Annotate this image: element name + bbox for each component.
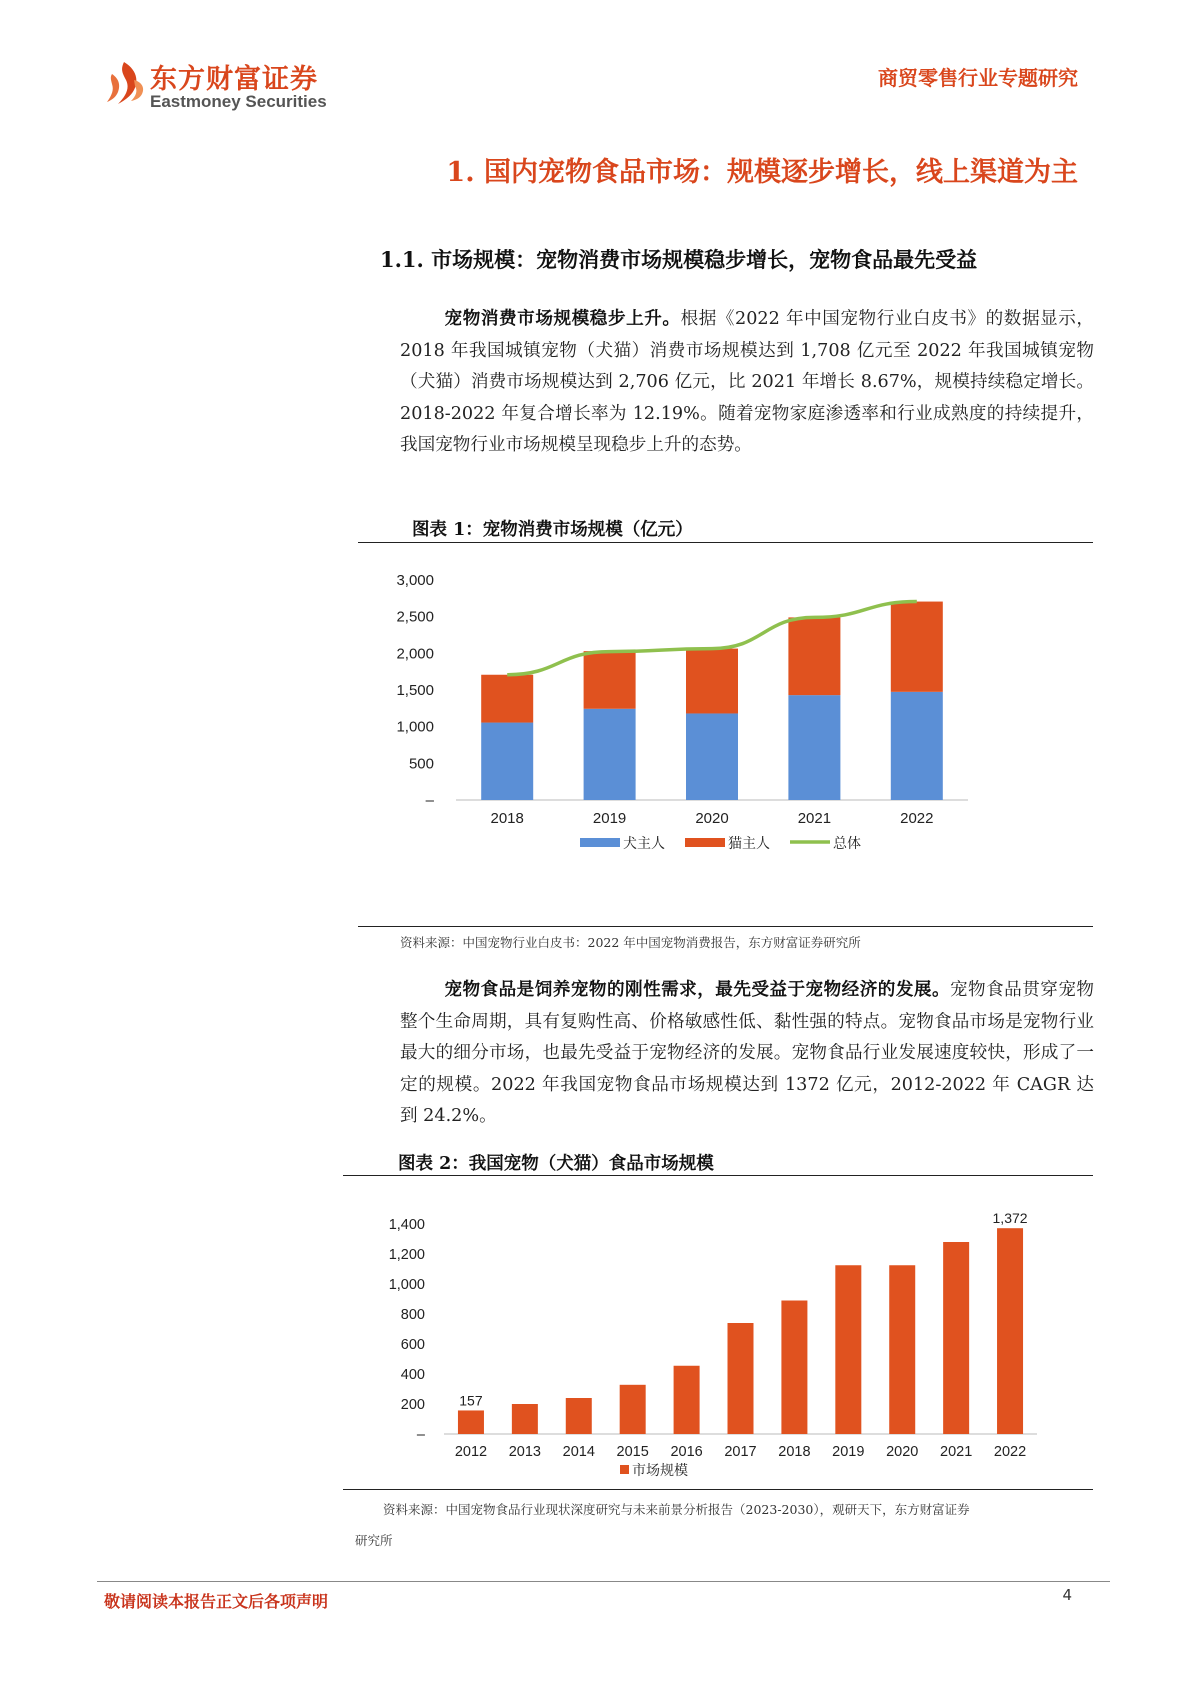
x-tick-label: 2018 (778, 1444, 811, 1460)
legend-label: 总体 (833, 835, 861, 851)
bar-market-size (997, 1228, 1023, 1434)
x-tick-label: 2020 (886, 1444, 919, 1460)
x-tick-label: 2022 (900, 810, 934, 827)
bar-cat-owner (686, 649, 738, 714)
paragraph-body: 根据《2022 年中国宠物行业白皮书》的数据显示，2018 年我国城镇宠物（犬猫）消费市场规模达到 1,708 亿元至 2022 年我国城镇宠物（犬猫）消费市场规模达到 2,706 亿元，比 2021 年增长 8.67%，规模持续稳定增长。2018-2022 年复合增长率为 12.19%。随着宠物家庭渗透率和行业成熟度的持续提升，我国宠物行业市场规模呈现稳步上升的态势。 (400, 309, 1094, 455)
legend-swatch (580, 838, 620, 847)
x-tick-label: 2021 (797, 810, 832, 827)
bar-market-size (943, 1242, 969, 1434)
x-tick-label: 2020 (695, 810, 729, 827)
data-label: 1,372 (992, 1210, 1028, 1227)
y-tick-label: 400 (400, 1367, 425, 1383)
x-tick-label: 2019 (832, 1444, 865, 1460)
legend-label: 犬主人 (623, 835, 665, 851)
figure-1-source: 资料来源：中国宠物行业白皮书：2022 年中国宠物消费报告，东方财富证券研究所 (400, 935, 861, 950)
footer-divider (97, 1581, 1110, 1582)
x-tick-label: 2013 (508, 1444, 541, 1460)
footer-disclaimer: 敬请阅读本报告正文后各项声明 (104, 1592, 329, 1611)
bar-market-size (512, 1404, 538, 1434)
x-tick-label: 2022 (993, 1444, 1027, 1460)
paragraph-body: 宠物食品贯穿宠物整个生命周期，具有复购性高、价格敏感性低、黏性强的特点。宠物食品市场是宠物行业最大的细分市场，也最先受益于宠物经济的发展。宠物食品行业发展速度较快，形成了一定的规模。2022 年我国宠物食品市场规模达到 1372 亿元，2012-2022 年 CAGR 达到 24.2%。 (400, 980, 1094, 1126)
y-tick-label: 500 (408, 755, 434, 773)
legend-swatch (685, 838, 725, 847)
bar-market-size (889, 1265, 915, 1434)
figure-2-title: 图表 2：我国宠物（犬猫）食品市场规模 (398, 1154, 714, 1174)
y-tick-label: 800 (400, 1307, 425, 1323)
bar-market-size (728, 1323, 754, 1434)
paragraph-lead: 宠物食品是饲养宠物的刚性需求，最先受益于宠物经济的发展。 (444, 979, 950, 1000)
data-label: 157 (459, 1392, 483, 1409)
y-tick-label: 1,200 (388, 1247, 425, 1263)
bar-market-size (458, 1410, 484, 1434)
bar-dog-owner (481, 723, 533, 800)
bar-market-size (781, 1301, 807, 1435)
figure-1-top-rule (358, 542, 1093, 543)
y-tick-label: 2,500 (396, 608, 434, 626)
bar-dog-owner (686, 713, 738, 800)
bar-market-size (674, 1366, 700, 1434)
y-tick-label: – (425, 792, 434, 809)
figure-1-bottom-rule (358, 926, 1093, 927)
subsection-heading: 1.1. 市场规模：宠物消费市场规模稳步增长，宠物食品最先受益 (380, 247, 978, 272)
bar-market-size (835, 1265, 861, 1434)
y-tick-label: 1,400 (388, 1217, 425, 1233)
eastmoney-logo-icon (104, 60, 146, 106)
section-heading: 1. 国内宠物食品市场：规模逐步增长，线上渠道为主 (446, 157, 1078, 188)
x-tick-label: 2021 (940, 1444, 973, 1460)
chart-pet-consumption-market (358, 560, 1093, 920)
x-tick-label: 2014 (562, 1444, 595, 1460)
bar-dog-owner (788, 695, 840, 800)
y-tick-label: 3,000 (396, 572, 434, 589)
bar-dog-owner (891, 692, 943, 800)
y-tick-label: 600 (400, 1337, 425, 1353)
bar-market-size (620, 1385, 646, 1434)
bar-cat-owner (584, 651, 636, 709)
figure-2-source-cont: 研究所 (355, 1533, 393, 1548)
bar-cat-owner (891, 602, 943, 692)
y-tick-label: 1,000 (388, 1277, 425, 1293)
logo-english-name: Eastmoney Securities (150, 92, 327, 111)
x-tick-label: 2018 (490, 810, 524, 827)
chart-pet-food-market (343, 1194, 1093, 1484)
x-tick-label: 2019 (592, 810, 627, 827)
page-number: 4 (1062, 1586, 1072, 1604)
y-tick-label: 1,500 (396, 682, 434, 699)
figure-2-top-rule (343, 1175, 1093, 1176)
legend-label: 猫主人 (728, 835, 770, 851)
paragraph-lead: 宠物消费市场规模稳步上升。 (444, 308, 681, 329)
legend-label: 市场规模 (632, 1462, 688, 1478)
legend-swatch (620, 1465, 629, 1474)
bar-cat-owner (788, 617, 840, 695)
report-category: 商贸零售行业专题研究 (878, 66, 1078, 90)
logo-chinese-name: 东方财富证券 (150, 64, 318, 95)
y-tick-label: 2,000 (396, 645, 434, 663)
bar-market-size (566, 1398, 592, 1434)
y-tick-label: – (416, 1427, 425, 1443)
figure-2-source: 资料来源：中国宠物食品行业现状深度研究与未来前景分析报告（2023-2030），观研天下，东方财富证券 (383, 1502, 970, 1517)
figure-2-bottom-rule (343, 1489, 1093, 1490)
x-tick-label: 2015 (616, 1444, 649, 1460)
x-tick-label: 2016 (670, 1444, 703, 1460)
bar-cat-owner (481, 675, 533, 723)
bar-dog-owner (584, 709, 636, 800)
x-tick-label: 2017 (724, 1444, 757, 1460)
y-tick-label: 200 (400, 1397, 425, 1413)
x-tick-label: 2012 (454, 1444, 488, 1460)
paragraph-pet-food (400, 974, 1094, 1133)
figure-1-title: 图表 1：宠物消费市场规模（亿元） (412, 520, 693, 540)
paragraph-market-size (400, 303, 1094, 462)
y-tick-label: 1,000 (396, 718, 434, 736)
